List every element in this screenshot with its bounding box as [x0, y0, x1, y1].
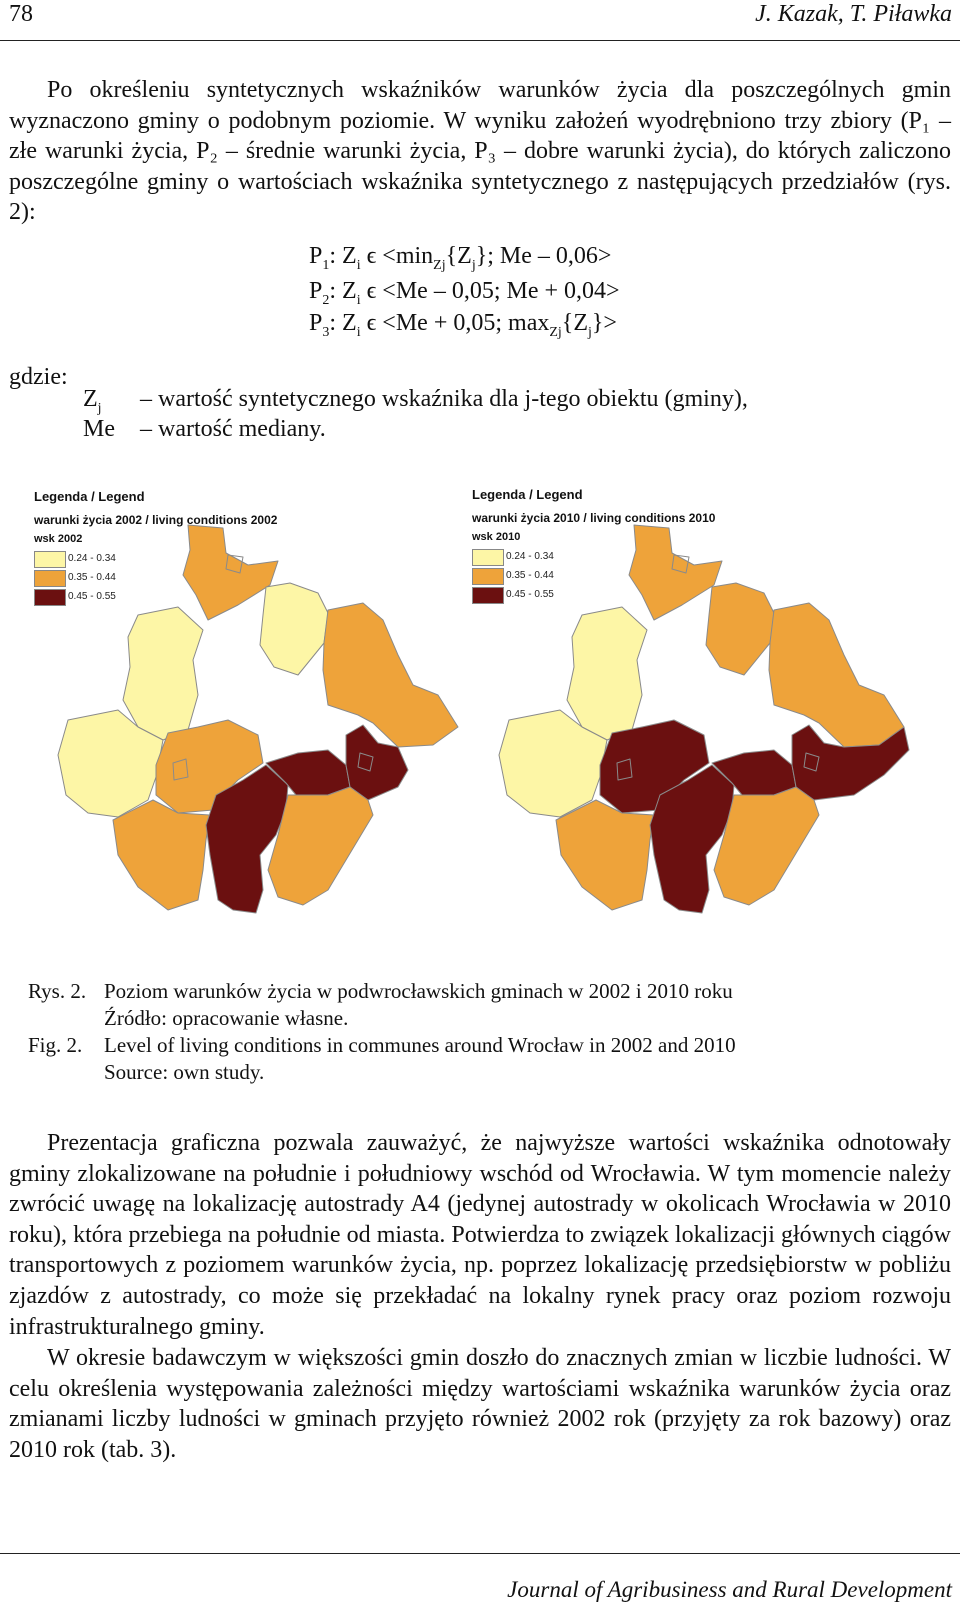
map-2002-legend-title: Legenda / Legend — [34, 489, 145, 504]
map-2010-class-low: 0.24 - 0.34 — [506, 551, 554, 562]
map-2010-swatch-low — [472, 549, 504, 566]
where-label: gdzie: — [9, 364, 68, 390]
page-number: 78 — [9, 1, 33, 27]
commune-n2 — [706, 583, 774, 675]
map-2010-legend-title: Legenda / Legend — [472, 487, 583, 502]
map-2002-swatch-high — [34, 589, 66, 606]
intro-paragraph: Po określeniu syntetycznych wskaźników warunków życia dla poszczególnych gmin wyznaczono gminy o podobnym poziomie. W wyniku założeń wyodrębniono trzy zbiory (P₁ – złe warunki życia, P₂ – średnie warunki życia, P₃ – dobre warunki życia), do których zaliczono poszczególne gminy o wartościach wskaźnika syntetycznego z następujących przedziałów (rys. 2): — [9, 77, 951, 226]
caption-fig-source: Source: own study. — [104, 1060, 265, 1084]
map-2002-swatch-low — [34, 551, 66, 568]
definition-me-text: – wartość mediany. — [140, 416, 326, 442]
map-2010-swatch-mid — [472, 568, 504, 585]
commune-n1 — [629, 525, 722, 620]
map-2010-swatch-high — [472, 587, 504, 604]
formula-p1: $P_1$: $Z_i$ $\epsilon <\min_{Zj}\{Z_j\}$; Me – 0,06> — [309, 243, 612, 273]
commune-sw — [113, 800, 210, 910]
map-2010-class-mid: 0.35 - 0.44 — [506, 570, 554, 581]
definition-zj-symbol: $Z_j$ — [83, 386, 102, 416]
map-2002-class-high: 0.45 - 0.55 — [68, 591, 116, 602]
body-paragraph-2: W okresie badawczym w większości gmin doszło do znacznych zmian w liczbie ludności. W celu określenia występowania zależności między wartościami wskaźnika warunków życia oraz zmianami liczby ludności w gminach przyjęto również 2002 rok (przyjęty za rok bazowy) oraz 2010 rok (tab. 3). — [9, 1345, 951, 1463]
page-header — [0, 0, 960, 41]
map-2002-class-mid: 0.35 - 0.44 — [68, 572, 116, 583]
map-2010 — [464, 487, 924, 925]
map-2010-class-high: 0.45 - 0.55 — [506, 589, 554, 600]
formula-p2: $P_2$: $Z_i$ ϵ <Me – 0,05; Me + 0,04> — [309, 278, 620, 308]
commune-n2 — [260, 583, 328, 675]
map-2002-class-low: 0.24 - 0.34 — [68, 553, 116, 564]
running-head-authors: J. Kazak, T. Piławka — [755, 1, 952, 27]
formula-p3: $P_3$: $Z_i$ ϵ <Me + 0,05; $\max_{Zj}\{Z_j\}>$ — [309, 310, 617, 340]
footer-rule — [0, 1553, 960, 1554]
caption-rys-label: Rys. 2. — [28, 979, 87, 1003]
caption-fig-label: Fig. 2. — [28, 1033, 83, 1057]
map-2010-field: wsk 2010 — [472, 531, 521, 543]
definition-me-symbol: Me — [83, 416, 115, 442]
commune-nw — [567, 607, 647, 740]
commune-sw — [556, 800, 654, 910]
caption-rys-text: Poziom warunków życia w podwrocławskich gminach w 2002 i 2010 roku — [104, 979, 733, 1003]
body-paragraph-1: Prezentacja graficzna pozwala zauważyć, że najwyższe wartości wskaźnika odnotowały gminy zlokalizowane na południe i południowy wschód od Wrocławia. W tym momencie należy zwrócić uwagę na lokalizację autostrady A4 (jedynej autostrady w okolicach Wrocławia w 2010 roku), która przebiega na południe od miasta. Potwierdza to związek lokalizacji głównych ciągów transportowych z poziomem warunków życia, np. poprzez lokalizację przedsiębiorstw w pobliżu zjazdów z autostrady, co może się przekładać na lokalny rynek pracy oraz poziom rozwoju infrastrukturalnego gminy. — [9, 1130, 951, 1340]
definition-zj-text: – wartość syntetycznego wskaźnika dla j-tego obiektu (gminy), — [140, 386, 748, 412]
caption-rys-source: Źródło: opracowanie własne. — [104, 1006, 349, 1030]
journal-name: Journal of Agribusiness and Rural Development — [507, 1577, 952, 1602]
map-2002-swatch-mid — [34, 570, 66, 587]
caption-fig-text: Level of living conditions in communes around Wrocław in 2002 and 2010 — [104, 1033, 736, 1057]
commune-ne — [769, 603, 904, 747]
commune-nw — [123, 607, 203, 740]
map-2002 — [28, 489, 468, 925]
map-2002-field: wsk 2002 — [34, 533, 83, 545]
map-2010-layer-title: warunki życia 2010 / living conditions 2010 — [472, 511, 716, 525]
map-2002-layer-title: warunki życia 2002 / living conditions 2002 — [34, 513, 278, 527]
commune-ne — [323, 603, 458, 747]
